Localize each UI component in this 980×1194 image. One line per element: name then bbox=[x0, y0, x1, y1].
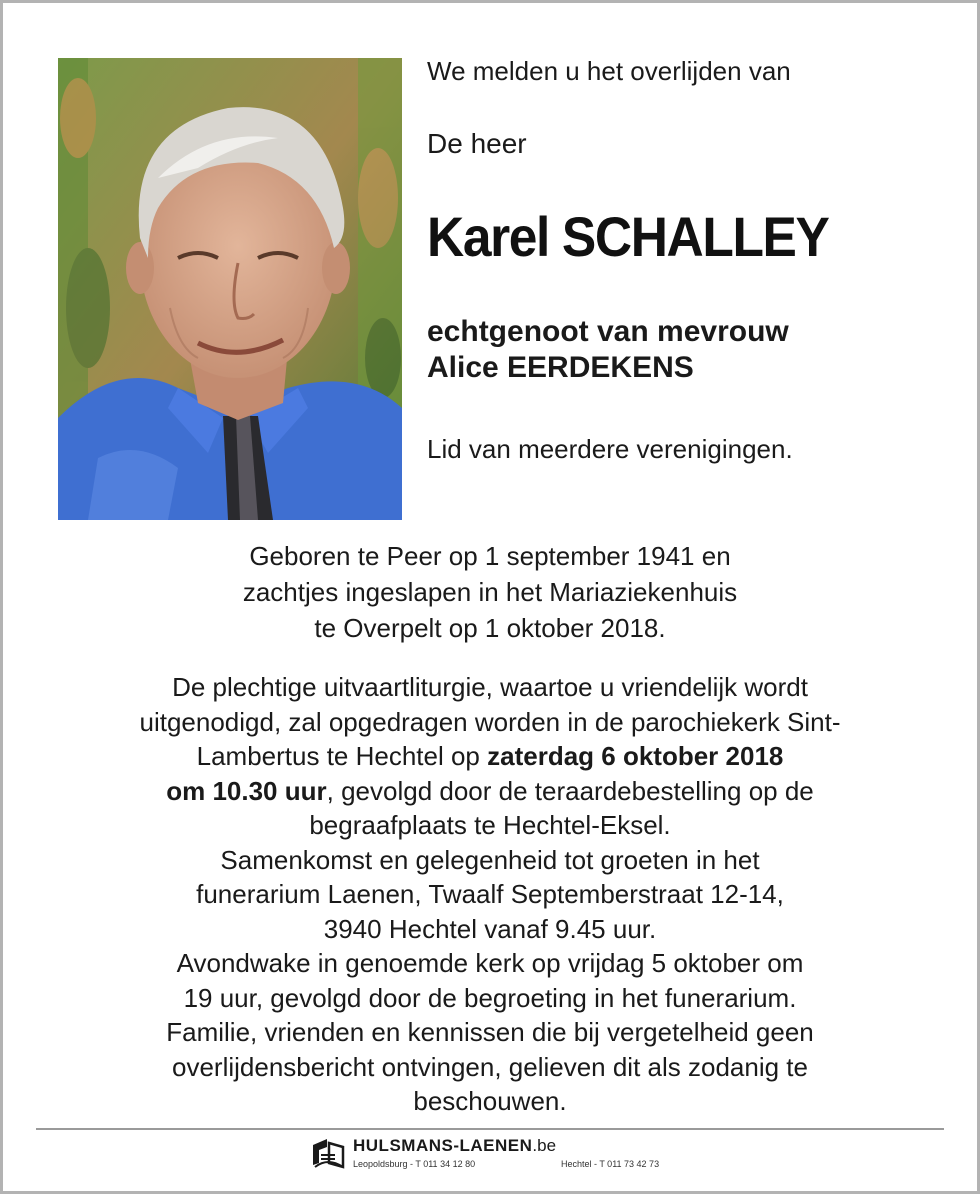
deceased-name: Karel SCHALLEY bbox=[427, 205, 829, 268]
portrait-illustration bbox=[58, 58, 402, 520]
funeral-paragraph bbox=[0, 670, 980, 1119]
birth-paragraph bbox=[0, 538, 980, 646]
intro-text: We melden u het overlijden van bbox=[427, 56, 791, 86]
footer-divider bbox=[36, 1128, 944, 1130]
location-hechtel: Hechtel - T 011 73 42 73 bbox=[561, 1159, 660, 1169]
funeral-line-9: Avondwake in genoemde kerk op vrijdag 5 oktober om bbox=[176, 948, 804, 978]
membership-text: Lid van meerdere verenigingen. bbox=[427, 434, 793, 464]
funeral-line-11: Familie, vrienden en kennissen die bij vergetelheid geen bbox=[166, 1017, 814, 1047]
funeral-line-4 bbox=[0, 774, 980, 809]
spouse-line-1: echtgenoot van mevrouw bbox=[427, 315, 789, 348]
spouse-block bbox=[427, 314, 789, 386]
funeral-line-8: 3940 Hechtel vanaf 9.45 uur. bbox=[323, 913, 657, 944]
funeral-line-5: begraafplaats te Hechtel-Eksel. bbox=[309, 810, 671, 840]
funeral-line-6: Samenkomst en gelegenheid tot groeten in het bbox=[220, 844, 760, 875]
birth-line-2: zachtjes ingeslapen in het Mariaziekenhuis bbox=[242, 577, 738, 607]
birth-line-3: te Overpelt op 1 oktober 2018. bbox=[314, 613, 666, 643]
funeral-home-logo-icon bbox=[311, 1137, 345, 1169]
funeral-line-7: funerarium Laenen, Twaalf Septemberstraat 12-14, bbox=[196, 879, 784, 909]
portrait-photo bbox=[58, 58, 402, 520]
brand-name bbox=[353, 1136, 556, 1156]
funeral-date: zaterdag 6 oktober 2018 bbox=[487, 741, 784, 771]
honorific: De heer bbox=[427, 128, 527, 159]
funeral-line-12: overlijdensbericht ontvingen, gelieven dit als zodanig te bbox=[172, 1051, 808, 1082]
brand-tld: .be bbox=[532, 1136, 557, 1155]
funeral-line-2: uitgenodigd, zal opgedragen worden in de parochiekerk Sint- bbox=[139, 706, 841, 737]
funeral-line-1: De plechtige uitvaartliturgie, waartoe u vriendelijk wordt bbox=[172, 672, 808, 702]
funeral-line-13: beschouwen. bbox=[413, 1086, 567, 1116]
funeral-line-10: 19 uur, gevolgd door de begroeting in het funerarium. bbox=[183, 982, 797, 1013]
funeral-line-3 bbox=[0, 739, 980, 774]
funeral-line-3-text: Lambertus te Hechtel op bbox=[196, 741, 488, 771]
footer-branding bbox=[311, 1135, 691, 1175]
funeral-time: om 10.30 uur bbox=[166, 775, 327, 806]
spouse-line-2: Alice EERDEKENS bbox=[427, 351, 694, 384]
birth-line-1: Geboren te Peer op 1 september 1941 en bbox=[249, 541, 731, 571]
brand-name-text: HULSMANS-LAENEN bbox=[353, 1136, 533, 1155]
location-leopoldsburg: Leopoldsburg - T 011 34 12 80 bbox=[353, 1159, 476, 1169]
funeral-line-4-text: , gevolgd door de teraardebestelling op de bbox=[326, 775, 814, 806]
